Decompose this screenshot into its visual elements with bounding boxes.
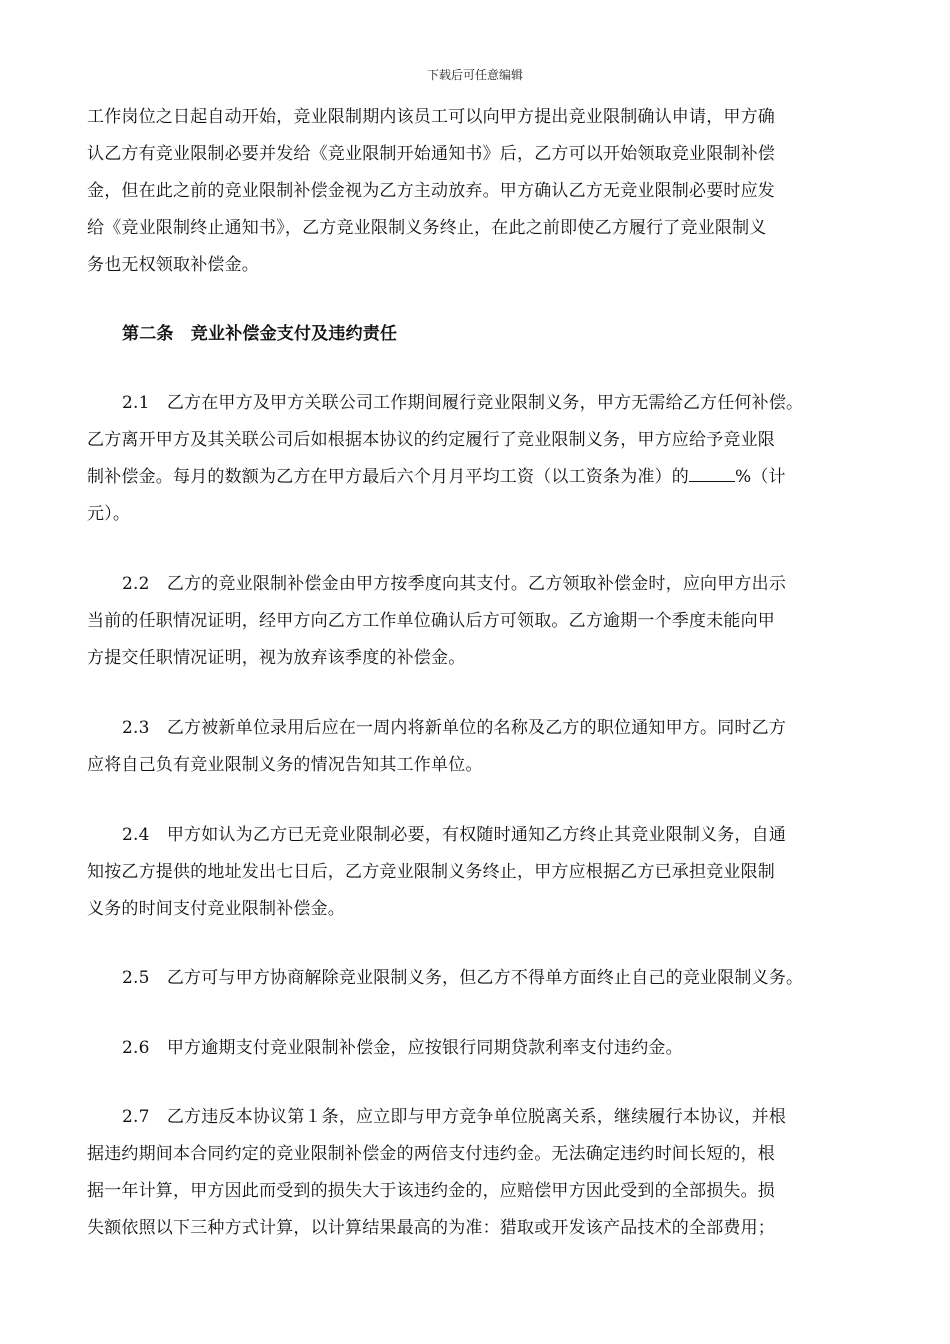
- clause-2-4-line: 义务的时间支付竞业限制补偿金。: [87, 899, 345, 919]
- clause-2-7-line: 失额依照以下三种方式计算，以计算结果最高的为准：猎取或开发该产品技术的全部费用；: [87, 1218, 775, 1238]
- paragraph-line: 金，但在此之前的竞业限制补偿金视为乙方主动放弃。甲方确认乙方无竞业限制必要时应发: [87, 181, 775, 201]
- clause-text: 制补偿金。每月的数额为乙方在甲方最后六个月月平均工资（以工资条为准）的: [87, 467, 689, 487]
- clause-2-4-line: 2.4 甲方如认为乙方已无竞业限制必要，有权随时通知乙方终止其竞业限制义务，自通: [122, 825, 787, 845]
- clause-2-2-line: 方提交任职情况证明，视为放弃该季度的补偿金。: [87, 648, 466, 668]
- paragraph-line: 给《竞业限制终止通知书》，乙方竞业限制义务终止，在此之前即使乙方履行了竞业限制义: [87, 218, 767, 238]
- clause-2-5-line: 2.5 乙方可与甲方协商解除竞业限制义务，但乙方不得单方面终止自己的竞业限制义务。: [122, 968, 804, 988]
- clause-2-7-line: 据一年计算，甲方因此而受到的损失大于该违约金的，应赔偿甲方因此受到的全部损失。损: [87, 1181, 775, 1201]
- clause-2-2-line: 当前的任职情况证明，经甲方向乙方工作单位确认后方可领取。乙方逾期一个季度未能向甲: [87, 611, 775, 631]
- clause-2-3-line: 应将自己负有竞业限制义务的情况告知其工作单位。: [87, 755, 483, 775]
- clause-2-7-line: 据违约期间本合同约定的竞业限制补偿金的两倍支付违约金。无法确定违约时间长短的，根: [87, 1144, 775, 1164]
- clause-2-1-line: 元）。: [87, 504, 131, 524]
- clause-2-1-line: 2.1 乙方在甲方及甲方关联公司工作期间履行竞业限制义务，甲方无需给乙方任何补偿。: [122, 393, 804, 413]
- clause-text: %（计: [735, 467, 786, 487]
- clause-2-3-line: 2.3 乙方被新单位录用后应在一周内将新单位的名称及乙方的职位通知甲方。同时乙方: [122, 718, 787, 738]
- clause-2-1-line: 乙方离开甲方及其关联公司后如根据本协议的约定履行了竞业限制义务，甲方应给予竞业限: [87, 430, 775, 450]
- page-header: 下载后可任意编辑: [426, 68, 523, 82]
- paragraph-line: 务也无权领取补偿金。: [87, 255, 259, 275]
- clause-2-7-line: 2.7 乙方违反本协议第１条，应立即与甲方竞争单位脱离关系，继续履行本协议，并根: [122, 1107, 787, 1127]
- section-heading: 第二条 竞业补偿金支付及违约责任: [122, 324, 398, 344]
- clause-2-2-line: 2.2 乙方的竞业限制补偿金由甲方按季度向其支付。乙方领取补偿金时，应向甲方出示: [122, 574, 787, 594]
- percentage-blank: [689, 466, 735, 482]
- paragraph-line: 工作岗位之日起自动开始，竞业限制期内该员工可以向甲方提出竞业限制确认申请，甲方确: [87, 107, 775, 127]
- paragraph-line: 认乙方有竞业限制必要并发给《竞业限制开始通知书》后，乙方可以开始领取竞业限制补偿: [87, 144, 775, 164]
- clause-2-4-line: 知按乙方提供的地址发出七日后，乙方竞业限制义务终止，甲方应根据乙方已承担竞业限制: [87, 862, 775, 882]
- clause-2-6-line: 2.6 甲方逾期支付竞业限制补偿金，应按银行同期贷款利率支付违约金。: [122, 1038, 683, 1058]
- clause-2-1-line: [87, 462, 786, 487]
